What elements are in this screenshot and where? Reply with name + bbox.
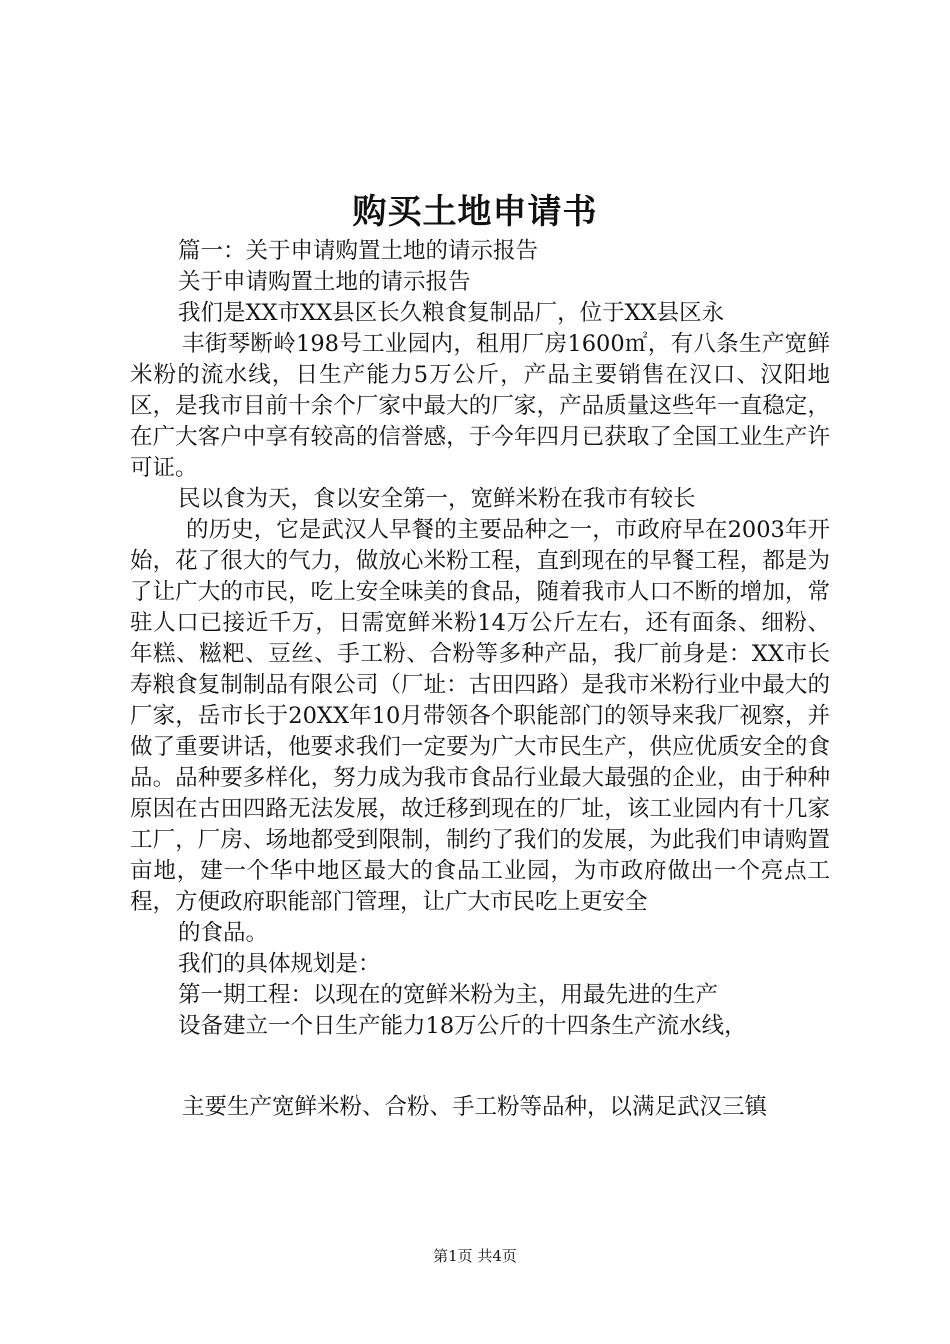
- paragraph: 主要生产宽鲜米粉、合粉、手工粉等品种，以满足武汉三镇: [182, 1094, 768, 1120]
- paragraph: 第一期工程：以现在的宽鲜米粉为主，用最先进的生产: [178, 982, 719, 1008]
- page-footer: 第1页 共4页: [433, 1247, 517, 1265]
- paragraph: 的食品。: [178, 920, 269, 946]
- paragraph: 民以食为天，食以安全第一，宽鲜米粉在我市有较长: [178, 486, 696, 512]
- paragraph: 丰街琴断岭198号工业园内，租用厂房1600㎡，有八条生产宽鲜米粉的流水线，日生产能力5万公斤，产品主要销售在汉口、汉阳地区，是我市目前十余个厂家中最大的厂家，产品质量这些年一直稳定，在广大客户中享有较高的信誉感，于今年四月已获取了全国工业生产许可证。: [130, 331, 830, 481]
- paragraph-section-heading: 篇一：关于申请购置土地的请示报告: [178, 238, 539, 264]
- paragraph: 的历史，它是武汉人早餐的主要品种之一，市政府早在2003年开始，花了很大的气力，做放心米粉工程，直到现在的早餐工程，都是为了让广大的市民，吃上安全味美的食品，随着我市人口不断的增加，常驻人口已接近千万，日需宽鲜米粉14万公斤左右，还有面条、细粉、年糕、糍粑、豆丝、手工粉、合粉等多种产品，我厂前身是：XX市长寿粮食复制制品有限公司（厂址：古田四路）是我市米粉行业中最大的厂家，岳市长于20XX年10月带领各个职能部门的领导来我厂视察，并做了重要讲话，他要求我们一定要为广大市民生产，供应优质安全的食品。品种要多样化，努力成为我市食品行业最大最强的企业，由于种种原因在古田四路无法发展，故迁移到现在的厂址，该工业园内有十几家工厂，厂房、场地都受到限制，制约了我们的发展，为此我们申请购置亩地，建一个华中地区最大的食品工业园，为市政府做出一个亮点工程，方便政府职能部门管理，让广大市民吃上更安全: [130, 517, 830, 915]
- paragraph-subheading: 关于申请购置土地的请示报告: [178, 269, 471, 295]
- paragraph: 我们的具体规划是：: [178, 951, 381, 977]
- document-title: 购买土地申请书: [352, 192, 598, 232]
- paragraph: 设备建立一个日生产能力18万公斤的十四条生产流水线，: [178, 1013, 747, 1039]
- document-body: [130, 236, 830, 1123]
- paragraph: 我们是XX市XX县区长久粮食复制品厂，位于XX县区永: [178, 300, 725, 326]
